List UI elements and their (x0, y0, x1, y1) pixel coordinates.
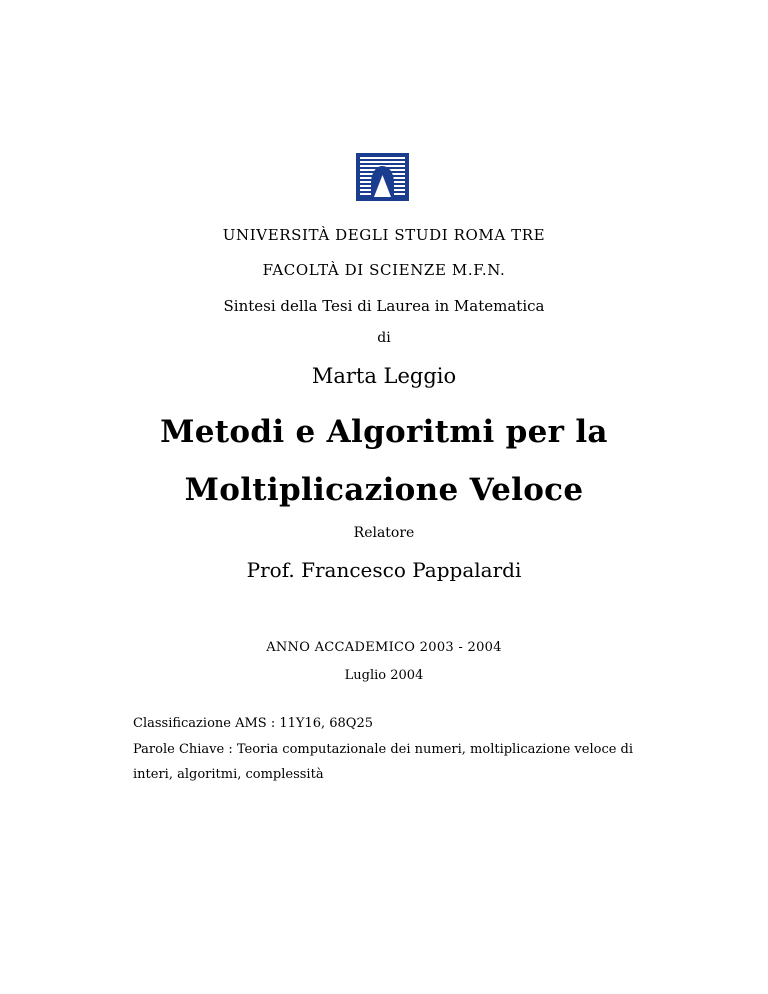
thesis-title-line-1: Metodi e Algoritmi per la (160, 414, 608, 450)
faculty-name: FACOLTÀ DI SCIENZE M.F.N. (262, 261, 506, 279)
thesis-summary-label: Sintesi della Tesi di Laurea in Matematica (223, 297, 545, 315)
academic-year: ANNO ACCADEMICO 2003 - 2004 (266, 640, 502, 655)
university-shield-icon (356, 153, 409, 201)
author-name: Marta Leggio (311, 364, 457, 388)
keywords-line-2: interi, algoritmi, complessità (133, 767, 324, 782)
ams-classification: Classificazione AMS : 11Y16, 68Q25 (133, 716, 374, 731)
supervisor-name: Prof. Francesco Pappalardi (246, 558, 522, 582)
thesis-date: Luglio 2004 (344, 668, 424, 683)
keywords-line-1: Parole Chiave : Teoria computazionale dei numeri, moltiplicazione veloce di (133, 742, 634, 757)
thesis-title-line-2: Moltiplicazione Veloce (184, 472, 584, 508)
supervisor-label: Relatore (353, 525, 415, 541)
by-label: di (377, 330, 391, 346)
university-name: UNIVERSITÀ DEGLI STUDI ROMA TRE (222, 226, 546, 244)
